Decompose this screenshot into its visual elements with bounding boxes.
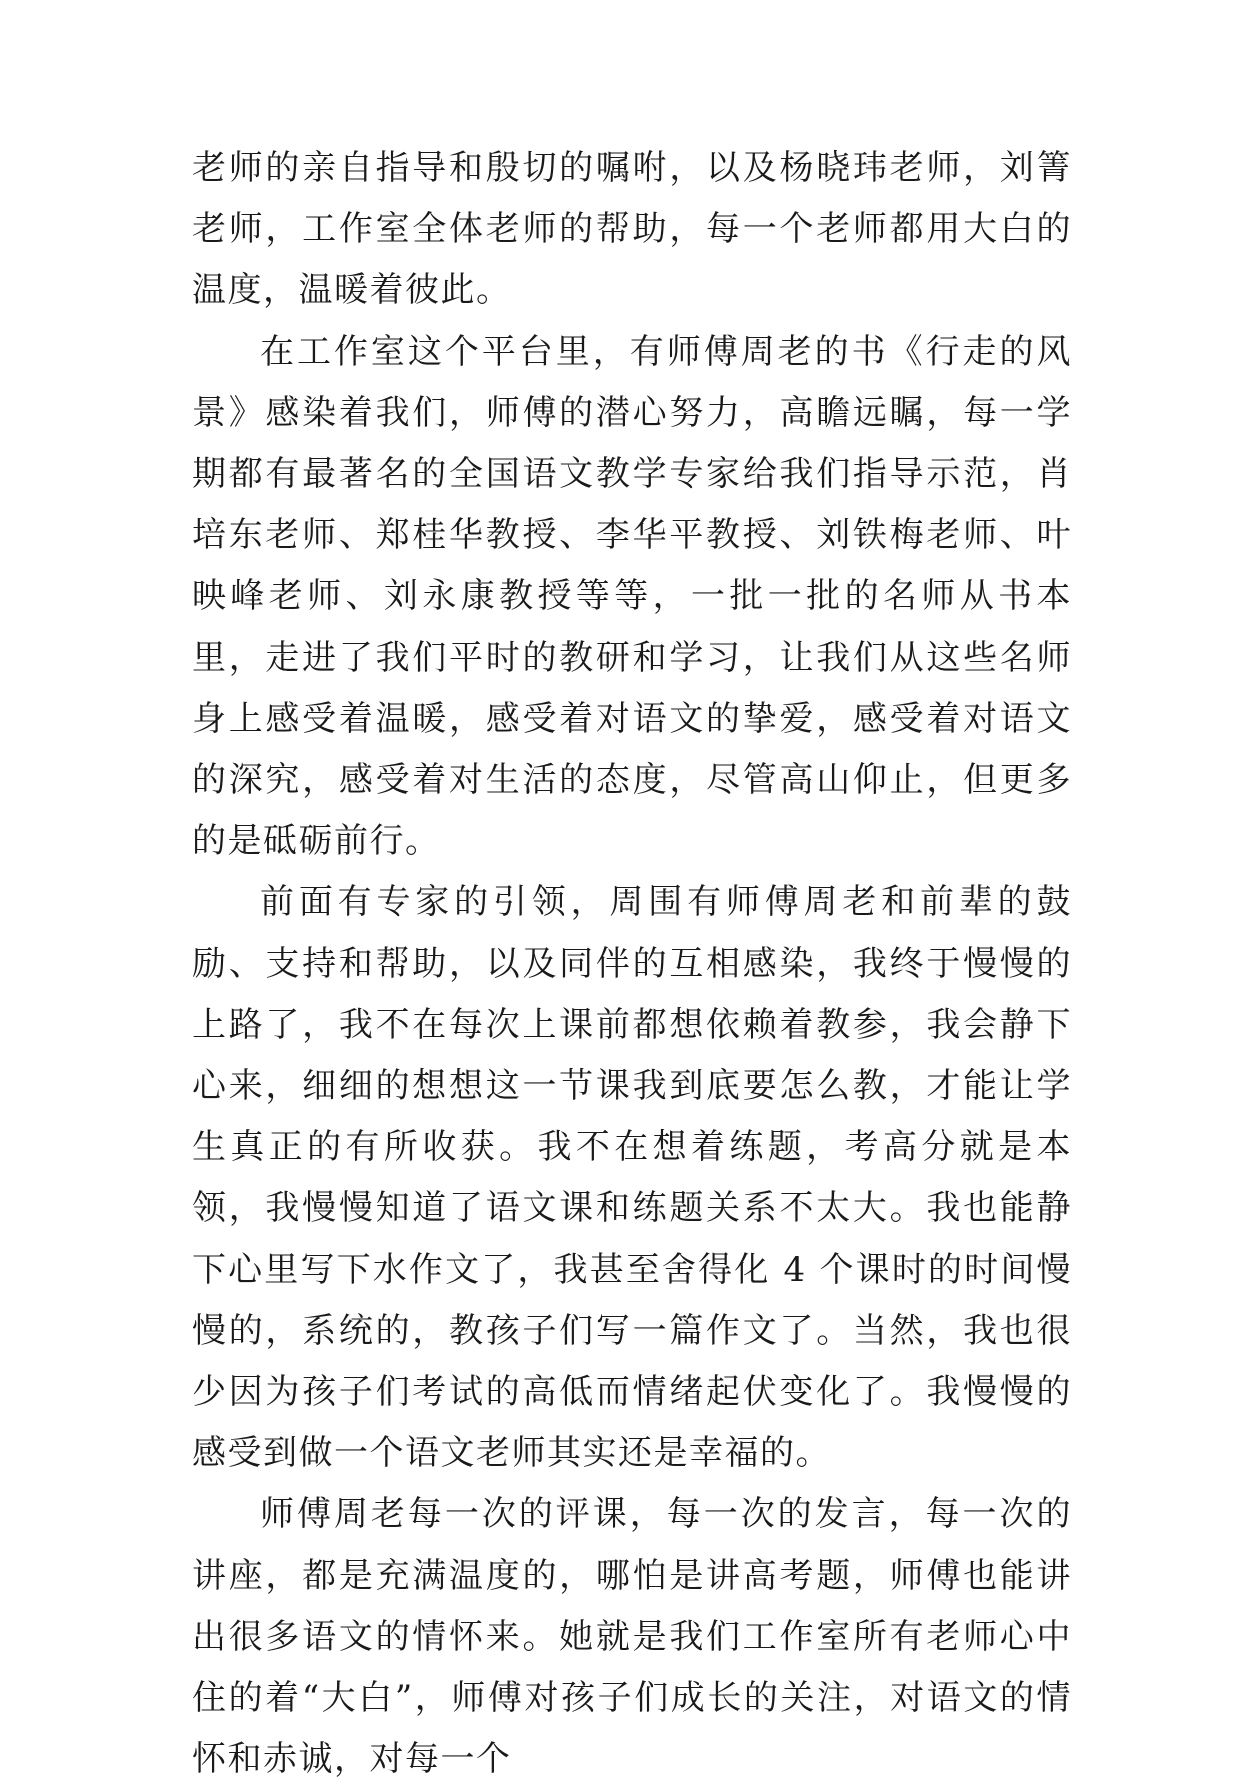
paragraph-4: 师傅周老每一次的评课，每一次的发言，每一次的讲座，都是充满温度的，哪怕是讲高考题，师傅也能讲出很多语文的情怀来。她就是我们工作室所有老师心中住的着“大白”，师傅对孩子们成长的关注，对语文的情怀和赤诚，对每一个 [192, 1494, 1072, 1780]
paragraph-2: 在工作室这个平台里，有师傅周老的书《行走的风景》感染着我们，师傅的潜心努力，高瞻远瞩，每一学期都有最著名的全国语文教学专家给我们指导示范，肖培东老师、郑桂华教授、李华平教授、刘铁梅老师、叶映峰老师、刘永康教授等等，一批一批的名师从书本里，走进了我们平时的教研和学习，让我们从这些名师身上感受着温暖，感受着对语文的挚爱，感受着对语文的深究，感受着对生活的态度，尽管高山仰止，但更多的是砥砺前行。 [192, 331, 1072, 862]
paragraph-1: 老师的亲自指导和殷切的嘱咐，以及杨晓玮老师，刘箐老师，工作室全体老师的帮助，每一个老师都用大白的温度，温暖着彼此。 [192, 148, 1072, 311]
body-text [192, 138, 1072, 1790]
paragraph-3: 前面有专家的引领，周围有师傅周老和前辈的鼓励、支持和帮助，以及同伴的互相感染，我终于慢慢的上路了，我不在每次上课前都想依赖着教参，我会静下心来，细细的想想这一节课我到底要怎么教，才能让学生真正的有所收获。我不在想着练题，考高分就是本领，我慢慢知道了语文课和练题关系不太大。我也能静下心里写下水作文了，我甚至舍得化 4 个课时的时间慢慢的，系统的，教孩子们写一篇作文了。当然，我也很少因为孩子们考试的高低而情绪起伏变化了。我慢慢的感受到做一个语文老师其实还是幸福的。 [192, 882, 1072, 1474]
